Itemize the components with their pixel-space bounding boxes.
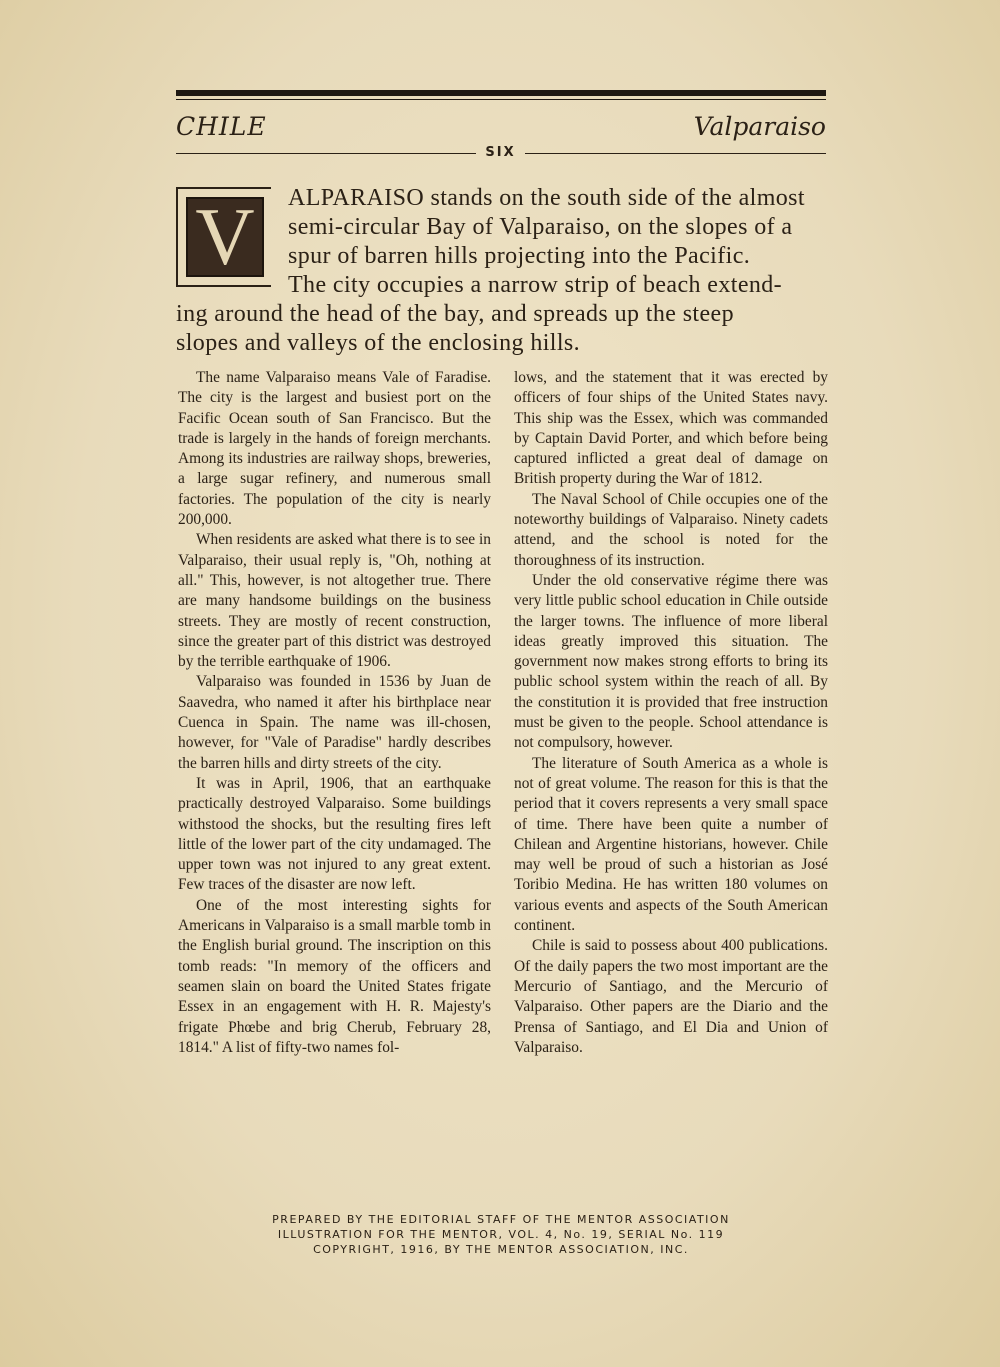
drop-cap-frame — [176, 187, 271, 287]
paragraph: The literature of South America as a whole is not of great volume. The reason for this is that the period that it covers represents a very small space of time. There have been quite a number of Chilean and Argentine historians, however. Chile may well be proud of such a historian as José Toribio Medina. He has written 180 volumes on various events and aspects of the South American continent. — [514, 754, 828, 935]
left-column — [178, 368, 491, 1058]
paragraph: The Naval School of Chile occupies one of the noteworthy buildings of Valparaiso. Ninety cadets attend, and the school is noted for the thoroughness of its instruction. — [514, 490, 828, 569]
paragraph: One of the most interesting sights for Americans in Valparaiso is a small marble tomb in the English burial ground. The inscription on this tomb reads: "In memory of the officers and seamen slain on board the United States frigate Essex in an engagement with H. R. Majesty's frigate Phœbe and brig Cherub, February 28, 1814." A list of fifty-two names fol- — [178, 896, 491, 1056]
subheader-rule-left — [176, 153, 476, 154]
footer-copyright: COPYRIGHT, 1916, BY THE MENTOR ASSOCIATION, INC. — [313, 1243, 689, 1256]
paragraph: It was in April, 1906, that an earthquake practically destroyed Valparaiso. Some buildings withstood the shocks, but the resulting fires left little of the lower part of the city undamaged. The upper town was not injured to any great extent. Few traces of the disaster are now left. — [178, 774, 491, 894]
lead-line: slopes and valleys of the enclosing hills. — [176, 330, 581, 356]
subheader-rule-right — [525, 153, 826, 154]
footer-credit: ILLUSTRATION FOR THE MENTOR, VOL. 4, No. 19, SERIAL No. 119 — [277, 1228, 725, 1241]
top-thin-rule — [176, 99, 826, 100]
drop-cap — [186, 191, 264, 282]
paragraph: Chile is said to possess about 400 publications. Of the daily papers the two most important are the Mercurio of Santiago, and the Mercurio of Valparaiso. Other papers are the Diario and the Prensa of Santiago, and El Dia and Union of Valparaiso. — [514, 937, 828, 1056]
right-column — [514, 368, 828, 1058]
page-number: SIX — [485, 145, 516, 160]
lead-line: spur of barren hills projecting into the Pacific. — [288, 243, 751, 269]
paragraph: lows, and the statement that it was erected by officers of four ships of the United States navy. This ship was the Essex, which was commanded by Captain David Porter, and which before being captured inflicted a great deal of damage on British property during the War of 1812. — [514, 369, 828, 488]
paragraph: When residents are asked what there is to see in Valparaiso, their usual reply is, "Oh, nothing at all." This, however, is not altogether true. There are many handsome buildings on the business streets. They are mostly of recent construction, since the greater part of this district was destroyed by the terrible earthquake of 1906. — [178, 531, 491, 671]
lead-line: The city occupies a narrow strip of beach extend- — [288, 272, 783, 298]
lead-line: ALPARAISO stands on the south side of the almost — [288, 185, 805, 211]
paragraph: Under the old conservative régime there was very little public school education in Chile outside the larger towns. The influence of more liberal ideas greatly improved this situation. The government now makes strong efforts to bring its public school system within the reach of all. By the constitution it is provided that free instruction must be given to the people. School attendance is not compulsory, however. — [514, 571, 828, 752]
lead-line: semi-circular Bay of Valparaiso, on the slopes of a — [288, 214, 793, 240]
lead-line: ing around the head of the bay, and spreads up the steep — [176, 301, 735, 327]
drop-cap-letter: V — [195, 191, 255, 282]
article-title: Valparaiso — [693, 112, 826, 141]
paragraph: The name Valparaiso means Vale of Faradise. The city is the largest and busiest port on the Facific Ocean south of San Francisco. But the trade is largely in the hands of foreign merchants. Among its industries are railway shops, breweries, a large sugar refinery, and numerous small factories. The population of the city is nearly 200,000. — [178, 369, 491, 529]
section-title: CHILE — [176, 112, 267, 141]
top-rule — [176, 90, 826, 96]
paragraph: Valparaiso was founded in 1536 by Juan de Saavedra, who named it after his birthplace near Cuenca in Spain. The name was ill-chosen, however, for "Vale of Paradise" hardly describes the barren hills and dirty streets of the city. — [178, 673, 491, 772]
footer-credit: PREPARED BY THE EDITORIAL STAFF OF THE MENTOR ASSOCIATION — [272, 1213, 730, 1226]
